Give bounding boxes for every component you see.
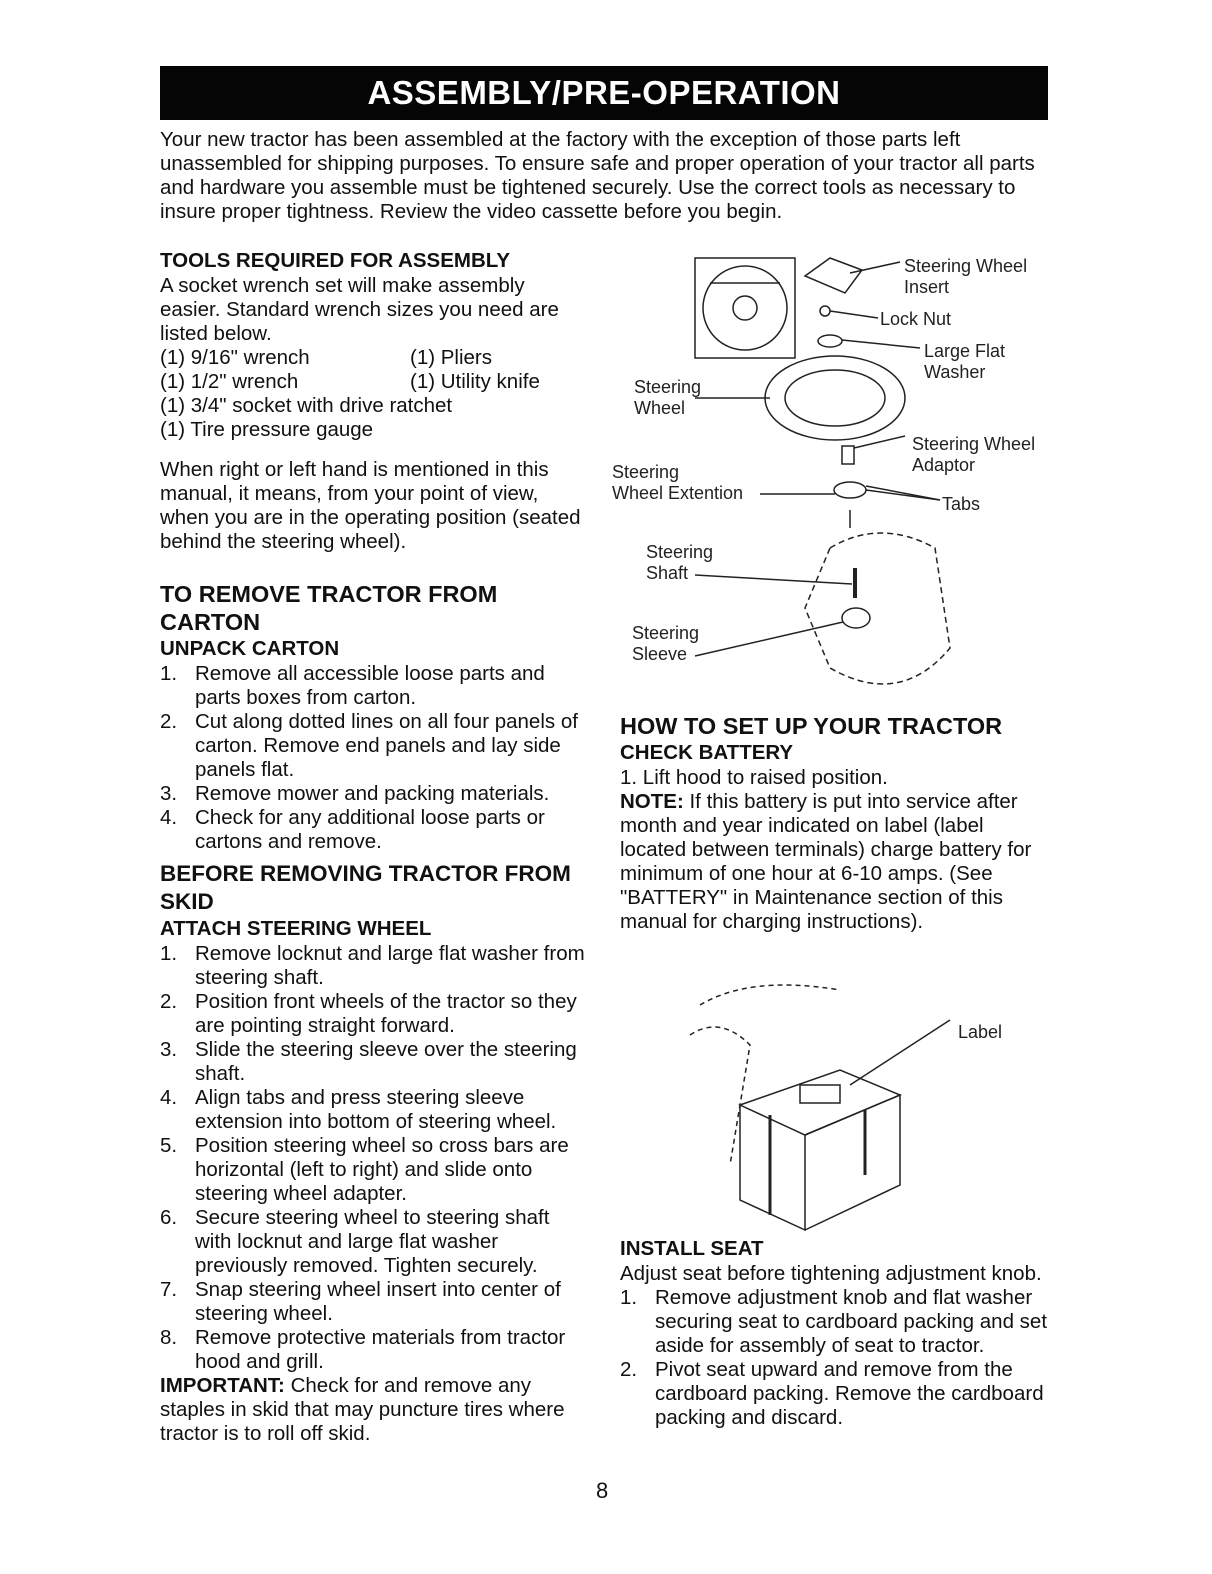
list-item: 1. Remove locknut and large flat washer from steering shaft.	[160, 942, 585, 989]
unpack-steps	[160, 662, 590, 854]
remove-heading: TO REMOVE TRACTOR FROM CARTON	[160, 581, 498, 635]
wheel-insert-icon	[805, 258, 862, 293]
list-item: 2. Position front wheels of the tractor so they are pointing straight forward.	[160, 990, 577, 1037]
tool-item: (1) Utility knife	[410, 370, 540, 393]
lock-nut-icon	[820, 306, 830, 316]
steering-wheel-icon	[765, 356, 905, 440]
intro-paragraph: Your new tractor has been assembled at the factory with the exception of those parts left unassembled for shipping purposes. To ensure safe and proper operation of your tractor all parts and hardware you assemble must be tightened securely. Use the correct tools as necessary to insure proper tightness. Review the video cassette before you begin.	[160, 128, 1035, 223]
label-battery: Label	[958, 1022, 1003, 1042]
label-tabs: Tabs	[942, 494, 981, 514]
seat-heading: INSTALL SEAT	[620, 1237, 764, 1260]
list-item: 2. Cut along dotted lines on all four panels of carton. Remove end panels and lay side panels flat.	[160, 710, 578, 781]
label-insert: Steering Wheel Insert	[904, 256, 1028, 297]
label-sleeve: Steering Sleeve	[632, 623, 700, 664]
attach-subheading: ATTACH STEERING WHEEL	[160, 917, 432, 940]
attach-steps	[160, 942, 590, 1374]
label-adaptor: Steering Wheel Adaptor	[912, 434, 1036, 475]
list-item: 3. Remove mower and packing materials.	[160, 782, 550, 805]
tool-item: (1) 9/16" wrench	[160, 346, 310, 369]
hood-outline-icon	[700, 985, 840, 1005]
hand-note: When right or left hand is mentioned in this manual, it means, from your point of view, when you are in the operating position (seated behind the steering wheel).	[160, 458, 581, 553]
seat-section	[620, 1236, 1050, 1430]
seat-steps	[620, 1286, 1050, 1430]
label-wheel: Steering Wheel	[634, 377, 702, 418]
label-washer: Large Flat Washer	[924, 341, 1006, 382]
battery-figure	[660, 975, 1003, 1235]
inset-box	[695, 258, 795, 358]
label-locknut: Lock Nut	[880, 309, 952, 329]
tool-item: (1) 1/2" wrench	[160, 370, 299, 393]
tool-item: (1) Pliers	[410, 346, 493, 369]
left-column	[160, 248, 590, 1446]
tools-heading: TOOLS REQUIRED FOR ASSEMBLY	[160, 249, 511, 272]
battery-label-icon	[800, 1085, 840, 1103]
washer-icon	[818, 335, 842, 347]
seat-text: Adjust seat before tightening adjustment knob.	[620, 1262, 1042, 1285]
list-item: 5. Position steering wheel so cross bars are horizontal (left to right) and slide onto steering wheel adapter.	[160, 1134, 569, 1205]
battery-subheading: CHECK BATTERY	[620, 741, 794, 764]
setup-section	[620, 712, 1050, 934]
tools-list	[160, 346, 590, 442]
inset-wheel-icon	[703, 266, 787, 350]
list-item: 6. Secure steering wheel to steering shaft with locknut and large flat washer previously removed. Tighten securely.	[160, 1206, 550, 1277]
list-item: 8. Remove protective materials from tractor hood and grill.	[160, 1326, 566, 1373]
list-item: 7. Snap steering wheel insert into center of steering wheel.	[160, 1278, 561, 1325]
dash-panel-icon	[805, 533, 950, 684]
extension-icon	[834, 482, 866, 498]
label-extension: Steering Wheel Extention	[612, 462, 744, 503]
tool-item: (1) 3/4" socket with drive ratchet	[160, 394, 453, 417]
steering-sleeve-icon	[842, 608, 870, 628]
tool-item	[410, 394, 590, 418]
important-note: IMPORTANT: Check for and remove any staples in skid that may puncture tires where tractor is to roll off skid.	[160, 1374, 565, 1445]
tool-item	[410, 418, 590, 442]
tools-text: A socket wrench set will make assembly easier. Standard wrench sizes you need are listed below.	[160, 274, 559, 345]
label-shaft: Steering Shaft	[646, 542, 714, 583]
battery-note: NOTE: If this battery is put into service after month and year indicated on label (label located between terminals) charge battery for minimum of one hour at 6-10 amps. (See "BATTERY" in Maintenance section of this manual for charging instructions).	[620, 790, 1032, 933]
battery-side-icon	[740, 1105, 805, 1230]
list-item: 2. Pivot seat upward and remove from the cardboard packing. Remove the cardboard packing and discard.	[620, 1358, 1044, 1429]
list-item: 1. Remove all accessible loose parts and parts boxes from carton.	[160, 662, 545, 709]
page-number: 8	[596, 1478, 609, 1503]
list-item: 3. Slide the steering sleeve over the steering shaft.	[160, 1038, 577, 1085]
battery-step: 1. Lift hood to raised position.	[620, 766, 888, 789]
unpack-subheading: UNPACK CARTON	[160, 637, 340, 660]
section-banner: ASSEMBLY/PRE-OPERATION	[160, 66, 1048, 120]
before-heading: BEFORE REMOVING TRACTOR FROM SKID	[160, 861, 571, 914]
adaptor-icon	[842, 446, 854, 464]
list-item: 4. Align tabs and press steering sleeve extension into bottom of steering wheel.	[160, 1086, 557, 1133]
tool-item: (1) Tire pressure gauge	[160, 418, 374, 441]
setup-heading: HOW TO SET UP YOUR TRACTOR	[620, 713, 1003, 739]
list-item: 1. Remove adjustment knob and flat washer securing seat to cardboard packing and set aside for assembly of seat to tractor.	[620, 1286, 1048, 1357]
list-item: 4. Check for any additional loose parts or cartons and remove.	[160, 806, 545, 853]
